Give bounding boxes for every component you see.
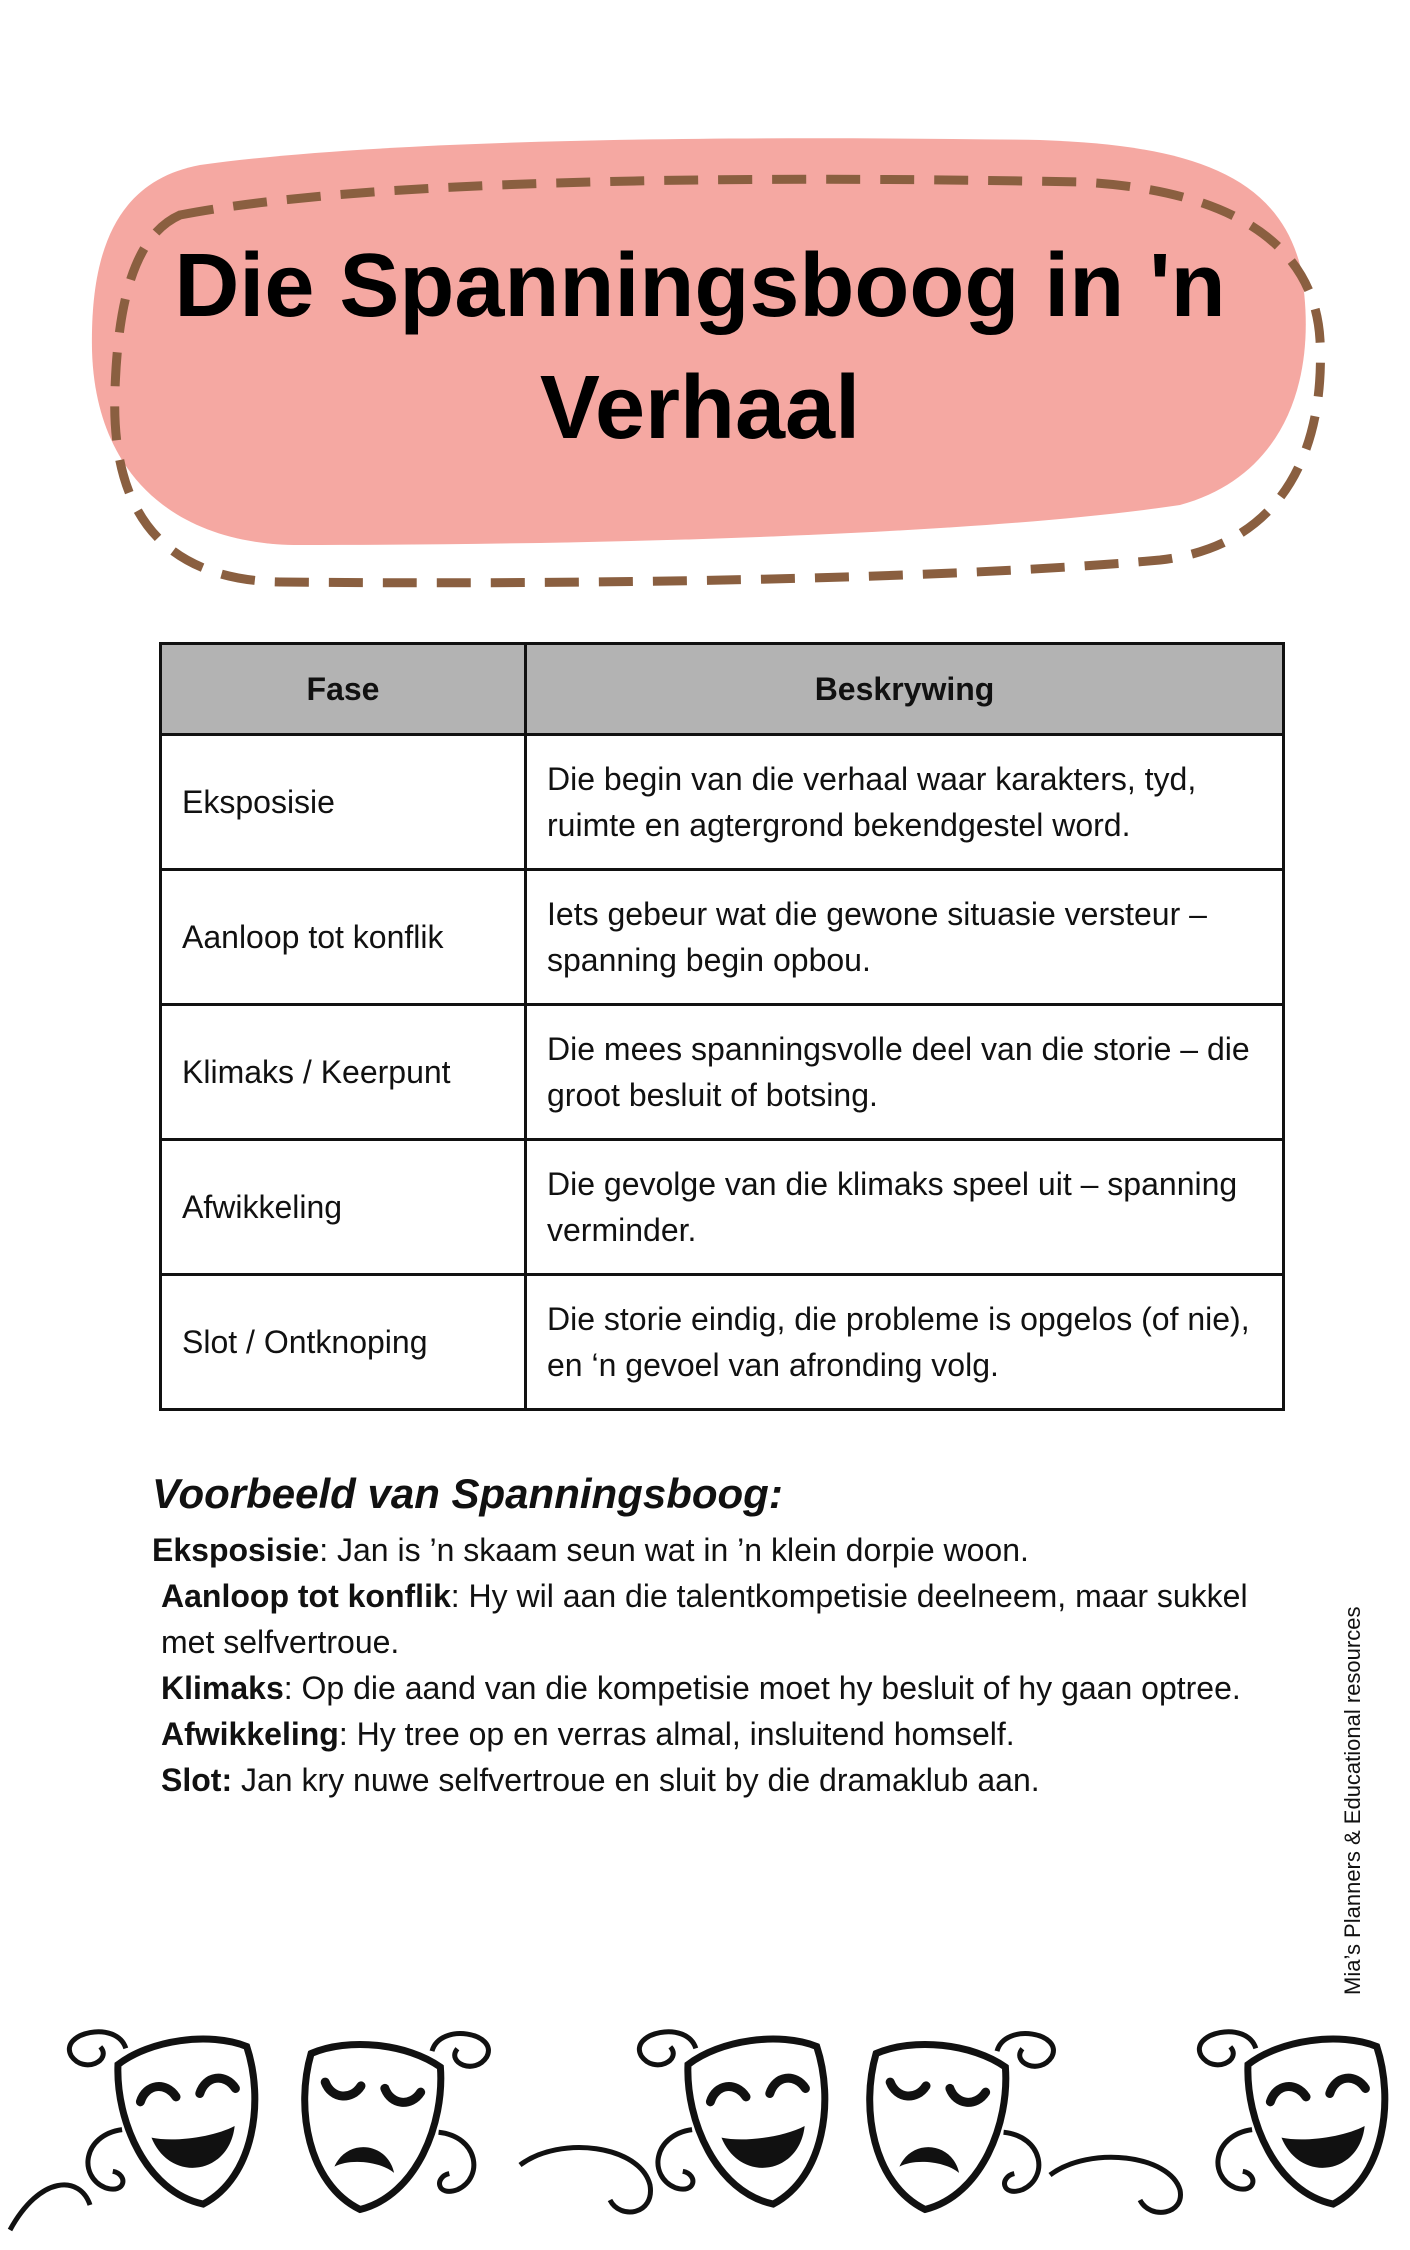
- example-line: [152, 1573, 1252, 1665]
- credit-text: Mia’s Planners & Educational resources: [1340, 1606, 1365, 1995]
- mask-border: [0, 1975, 1410, 2250]
- example-line: [152, 1527, 1252, 1573]
- example-section: [152, 1465, 1252, 1803]
- example-term: Klimaks: [161, 1670, 284, 1706]
- description-cell: Iets gebeur wat die gewone situasie versteur – spanning begin opbou.: [526, 870, 1284, 1005]
- table-row: [161, 1005, 1284, 1140]
- table-row: [161, 870, 1284, 1005]
- table-header-row: [161, 644, 1284, 735]
- example-term: Slot:: [161, 1762, 233, 1798]
- example-text: : Hy tree op en verras almal, insluitend homself.: [338, 1716, 1015, 1752]
- table-row: [161, 1140, 1284, 1275]
- phase-cell: Klimaks / Keerpunt: [161, 1005, 526, 1140]
- title-banner: [0, 0, 1410, 640]
- example-text: Jan kry nuwe selfvertroue en sluit by die dramaklub aan.: [232, 1762, 1040, 1798]
- tragedy-mask-icon: [293, 2018, 490, 2221]
- description-cell: Die storie eindig, die probleme is opgelos (of nie), en ‘n gevoel van afronding volg.: [526, 1275, 1284, 1410]
- header-description: Beskrywing: [526, 644, 1284, 735]
- description-cell: Die begin van die verhaal waar karakters, tyd, ruimte en agtergrond bekendgestel word.: [526, 735, 1284, 870]
- table-row: [161, 1275, 1284, 1410]
- phase-cell: Aanloop tot konflik: [161, 870, 526, 1005]
- phase-cell: Slot / Ontknoping: [161, 1275, 526, 1410]
- example-text: : Hy wil aan die talentkompetisie deelneem, maar sukkel met selfvertroue.: [161, 1578, 1248, 1660]
- example-text: : Jan is ’n skaam seun wat in ’n klein dorpie woon.: [319, 1532, 1029, 1568]
- example-term: Aanloop tot konflik: [161, 1578, 451, 1614]
- table-row: [161, 735, 1284, 870]
- phase-cell: Eksposisie: [161, 735, 526, 870]
- comedy-mask-icon: [67, 2011, 270, 2220]
- example-term: Afwikkeling: [161, 1716, 339, 1752]
- comedy-mask-icon: [1197, 2011, 1400, 2220]
- example-heading: Voorbeeld van Spanningsboog:: [152, 1470, 783, 1517]
- description-cell: Die gevolge van die klimaks speel uit – spanning verminder.: [526, 1140, 1284, 1275]
- header-phase: Fase: [161, 644, 526, 735]
- page-title: Die Spanningsboog in 'n Verhaal: [174, 236, 1226, 458]
- example-text: : Op die aand van die kompetisie moet hy besluit of hy gaan optree.: [283, 1670, 1241, 1706]
- example-term: Eksposisie: [152, 1532, 320, 1568]
- example-line: [152, 1757, 1252, 1803]
- phase-table: [159, 642, 1285, 1411]
- example-line: [152, 1665, 1252, 1711]
- description-cell: Die mees spanningsvolle deel van die storie – die groot besluit of botsing.: [526, 1005, 1284, 1140]
- comedy-mask-icon: [637, 2011, 840, 2220]
- phase-cell: Afwikkeling: [161, 1140, 526, 1275]
- tragedy-mask-icon: [858, 2018, 1055, 2221]
- example-line: [152, 1711, 1252, 1757]
